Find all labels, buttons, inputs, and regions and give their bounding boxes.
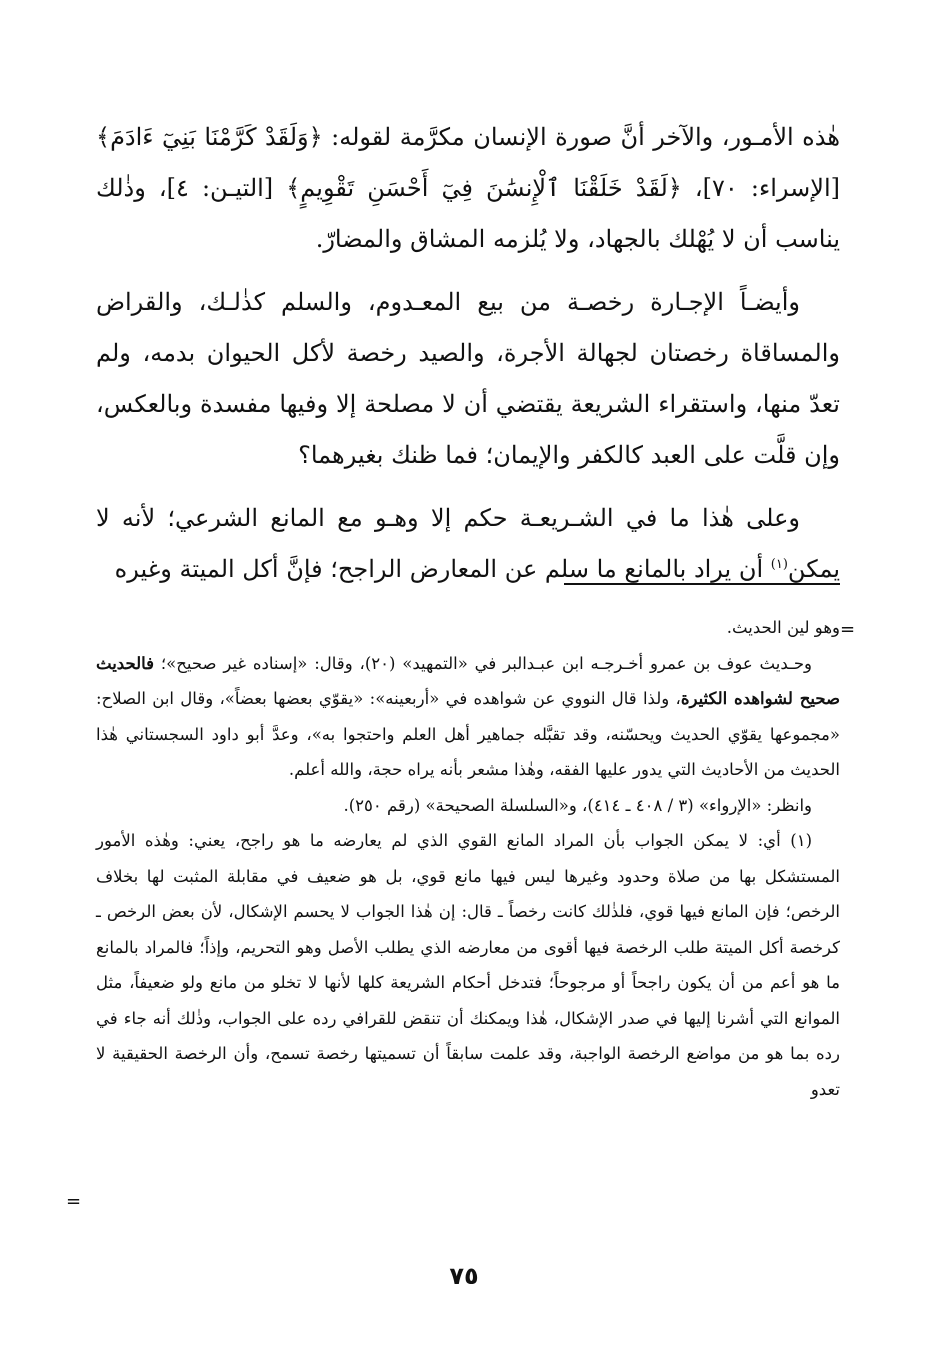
page-number: ٧٥ [449,1262,479,1290]
main-paragraph-1-text: هٰذه الأمـور، والآخر أنَّ صورة الإنسان مكرَّمة لقوله: ﴿وَلَقَدْ كَرَّمْنَا بَنِيٓ ءَادَمَ﴾ [الإسراء: ٧٠]، ﴿لَقَدْ خَلَقْنَا ٱلْإِنسَٰنَ فِيٓ أَحْسَنِ تَقْوِيمٍ﴾ [التيـن: ٤]، وذٰلك يناسب أن لا يُهْلك بالجهاد، ولا يُلزمه المشاق والمضارّ. [96,123,840,253]
main-paragraph-2 [96,277,840,481]
main-paragraph-3-text-a: وعلى هٰذا ما في الشـريعـة حكم إلا وهـو مع المانع الشرعي؛ لأنه لا يمكن [96,504,840,583]
footnote-hadith-text-b: ، ولذا قال النووي عن شواهده في «أربعينه»: «يقوّي بعضها بعضاً»، وقال ابن الصلاح: «مجموعها يقوّي الحديث ويحسّنه، وقد تقبَّله جماهير أهل العلم واحتجوا به»، وعدَّ أبو داود السجستاني هٰذا الحديث من الأحاديث التي يدور عليها الفقه، وهٰذا مشعر بأنه يراه حجة، والله أعلم. [96,689,840,779]
footnote-reference-1: (١) [770,557,788,572]
footnote-hadith-text-a: وحـديث عوف بن عمرو أخـرجـه ابن عبـدالبر في «التمهيد» (٢٠)، وقال: «إسناده غير صحيح»؛ [154,653,812,673]
footnote-separator [564,583,840,585]
main-paragraph-3-text-b: أن يراد بالمانع ما سلم عن المعارض الراجح؛ فإنَّ أكل الميتة وغيره [114,555,771,583]
footnote-hadith-paragraph [96,646,840,788]
footnotes [96,610,840,1107]
footnote-see-also-text: وانظر: «الإرواء» (٣ / ٤٠٨ ـ ٤١٤)، و«السلسلة الصحيحة» (رقم ٢٥٠). [343,795,812,815]
footnote-continued-text: وهو لين الحديث. [726,618,840,637]
main-paragraph-1 [96,112,840,265]
footnote-continues-mark: = [66,1191,82,1212]
footnote-hadith-verdict: فالحديث صحيح لشواهده الكثيرة [96,653,841,708]
footnote-continued-line [96,610,840,646]
footnote-1-number: (١) [790,831,812,850]
footnote-continuation-mark: = [840,619,856,640]
footnote-1-text: أي: لا يمكن الجواب بأن المراد المانع القوي الذي لم يعارضه ما هو راجح، يعني: وهٰذه الأمور المستشكل بها من صلاة وحدود وغيرها ليس فيها مانع قوي، بل هو ضعيف في مقابلة المثبت لها بخلاف الرخص؛ فإن المانع فيها قوي، فلذٰلك كانت رخصاً ـ قال: إن هٰذا الجواب لا يحسم الإشكال، لأن بعض الرخص ـ كرخصة أكل الميتة طلب الرخصة فيها أقوى من معارضه الذي يطلب الأصل وهو التحريم، وإذاً؛ فالمراد بالمانع ما هو أعم من أن يكون راجحاً أو مرجوحاً؛ فتدخل أحكام الشريعة كلها لأنها لا تخلو من مانع ولو ضعيفاً، مثل الموانع التي أشرنا إليها في صدر الإشكال، هٰذا ويمكنك أن تنقض للقرافي رده على الجواب، وذٰلك أنه جاء في رده بما هو من مواضع الرخصة الواجبة، وقد علمت سابقاً أن تسميتها رخصة تسمح، وأن الرخصة الحقيقية لا تعدو [96,831,840,1099]
main-paragraph-2-text: وأيضـاً الإجـارة رخصـة من بيع المعـدوم، والسلم كذٰلـك، والقراض والمساقاة رخصتان لجهالة الأجرة، والصيد رخصة لأكل الحيوان بدمه، ولم تعدّ منها، واستقراء الشريعة يقتضي أن لا مصلحة إلا وفيها مفسدة وبالعكس، وإن قلَّت على العبد كالكفر والإيمان؛ فما ظنك بغيرهما؟ [96,288,840,469]
footnote-1 [96,823,840,1107]
footnote-see-also [96,788,840,824]
main-paragraph-3 [96,493,840,595]
main-text [96,112,840,595]
